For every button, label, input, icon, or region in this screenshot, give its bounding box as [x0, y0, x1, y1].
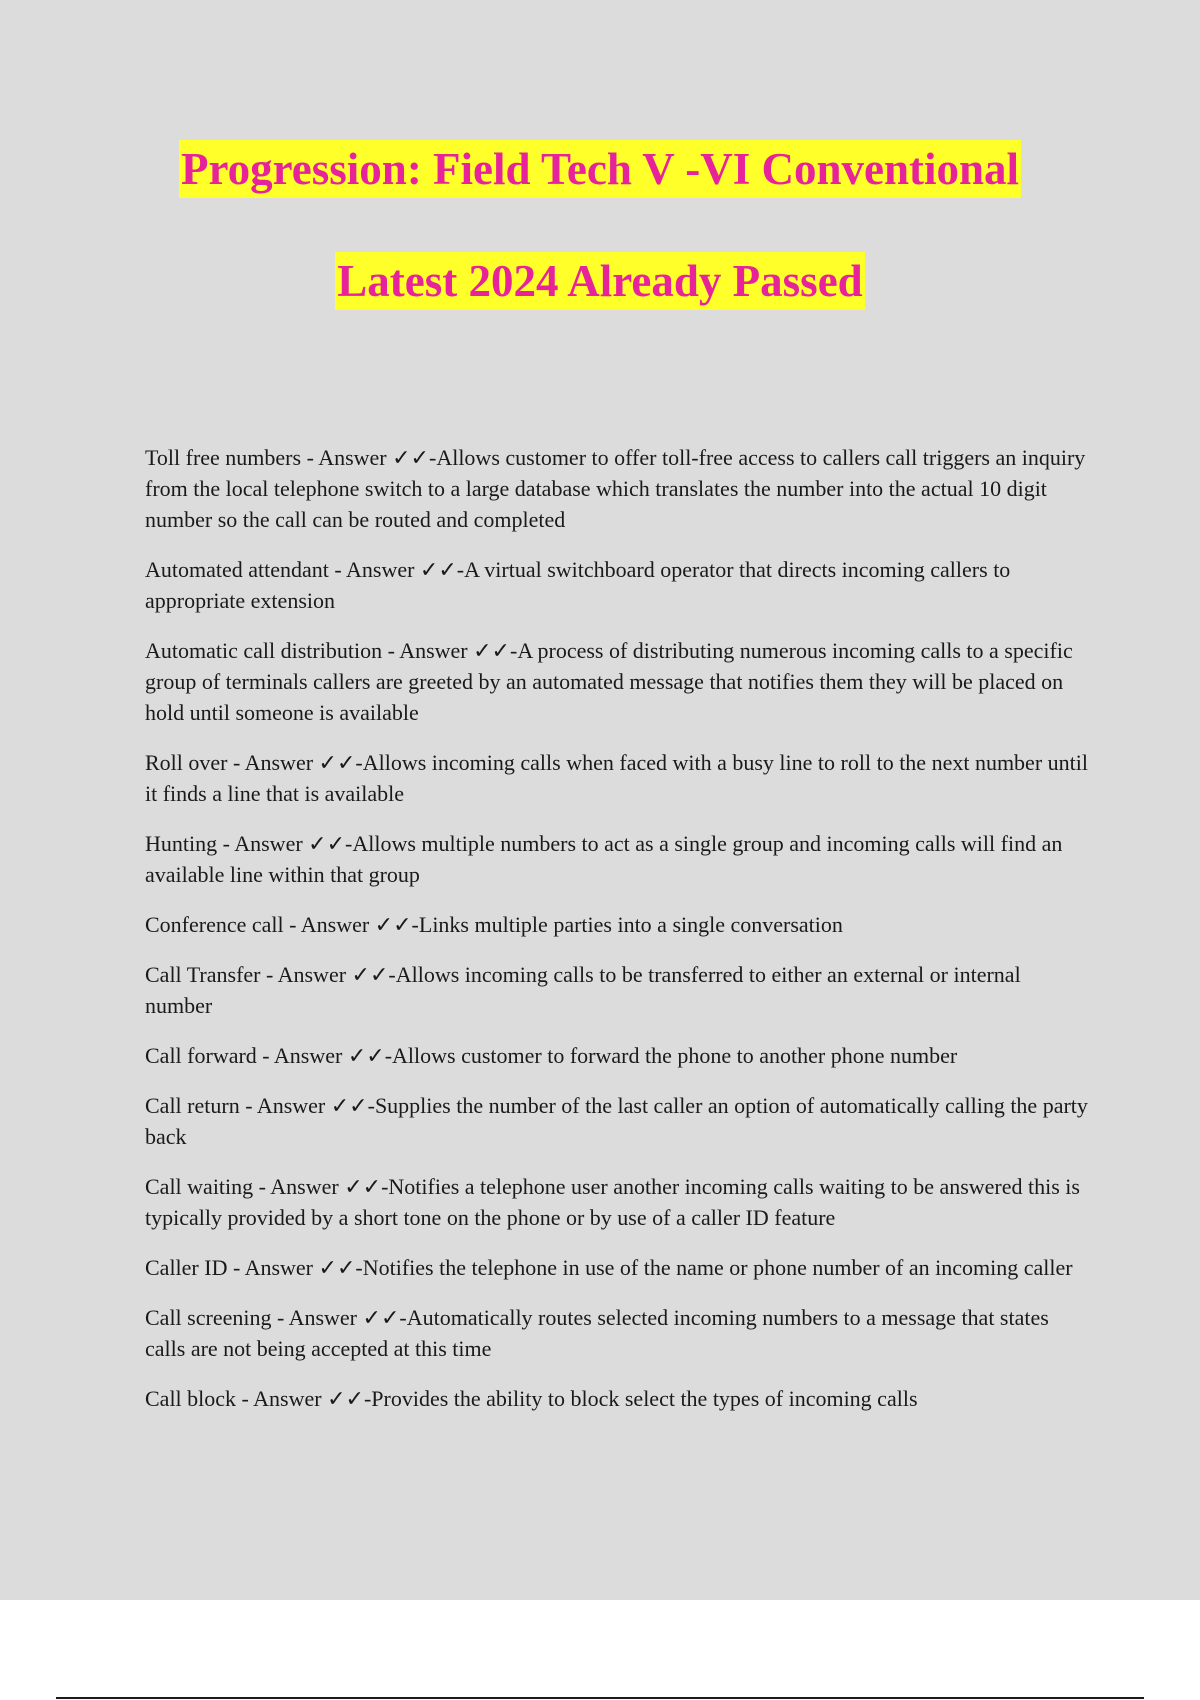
entry-definition: Notifies the telephone in use of the name or phone number of an incoming caller [362, 1255, 1073, 1280]
qa-entry [145, 909, 1090, 940]
entry-definition: Allows incoming calls to be transferred to either an external or internal number [145, 962, 1021, 1018]
entry-term: Call block [145, 1386, 237, 1411]
entry-term: Roll over [145, 750, 228, 775]
entry-separator: - Answer ✓✓- [382, 638, 518, 663]
qa-entry-list [145, 442, 1090, 1433]
entry-term: Caller ID [145, 1255, 228, 1280]
entry-term: Call screening [145, 1305, 272, 1330]
entry-definition: Allows customer to offer toll-free access to callers call triggers an inquiry from the local telephone switch to a large database which translates the number into the actual 10 digit number so the call can be routed and completed [145, 445, 1086, 532]
qa-entry [145, 1383, 1090, 1414]
qa-entry [145, 959, 1090, 1021]
entry-term: Hunting [145, 831, 218, 856]
entry-definition: Provides the ability to block select the types of incoming calls [371, 1386, 918, 1411]
entry-separator: - Answer ✓✓- [260, 962, 396, 987]
entry-separator: - Answer ✓✓- [236, 1386, 372, 1411]
entry-term: Conference call [145, 912, 284, 937]
entry-term: Call forward [145, 1043, 257, 1068]
entry-separator: - Answer ✓✓- [328, 557, 465, 582]
entry-separator: - Answer ✓✓- [227, 1255, 363, 1280]
qa-entry [145, 554, 1090, 616]
entry-definition: Allows multiple numbers to act as a single group and incoming calls will find an available line within that group [145, 831, 1063, 887]
qa-entry [145, 1302, 1090, 1364]
entry-separator: - Answer ✓✓- [283, 912, 419, 937]
footer-divider [56, 1697, 1144, 1699]
qa-entry [145, 442, 1090, 535]
entry-separator: - Answer ✓✓- [256, 1043, 393, 1068]
qa-entry [145, 1090, 1090, 1152]
entry-separator: - Answer ✓✓- [301, 445, 437, 470]
entry-separator: - Answer ✓✓- [239, 1093, 375, 1118]
entry-separator: - Answer ✓✓- [217, 831, 353, 856]
qa-entry [145, 828, 1090, 890]
entry-term: Call return [145, 1093, 240, 1118]
entry-definition: Supplies the number of the last caller an option of automatically calling the party back [145, 1093, 1088, 1149]
entry-separator: - Answer ✓✓- [271, 1305, 407, 1330]
qa-entry [145, 1040, 1090, 1071]
entry-definition: Notifies a telephone user another incoming calls waiting to be answered this is typically provided by a short tone on the phone or by use of a caller ID feature [145, 1174, 1080, 1230]
qa-entry [145, 635, 1090, 728]
entry-separator: - Answer ✓✓- [227, 750, 363, 775]
entry-term: Automatic call distribution [145, 638, 383, 663]
entry-term: Automated attendant [145, 557, 329, 582]
entry-definition: A virtual switchboard operator that directs incoming callers to appropriate extension [145, 557, 1011, 613]
qa-entry [145, 1171, 1090, 1233]
entry-definition: Links multiple parties into a single conversation [418, 912, 843, 937]
document-title [0, 140, 1200, 310]
qa-entry [145, 747, 1090, 809]
entry-term: Toll free numbers [145, 445, 302, 470]
entry-separator: - Answer ✓✓- [253, 1174, 389, 1199]
entry-term: Call Transfer [145, 962, 261, 987]
entry-term: Call waiting [145, 1174, 254, 1199]
qa-entry [145, 1252, 1090, 1283]
title-line-2: Latest 2024 Already Passed [335, 252, 864, 310]
entry-definition: Allows incoming calls when faced with a busy line to roll to the next number until it finds a line that is available [145, 750, 1088, 806]
entry-definition: Allows customer to forward the phone to another phone number [392, 1043, 958, 1068]
entry-definition: Automatically routes selected incoming numbers to a message that states calls are not being accepted at this time [145, 1305, 1049, 1361]
entry-definition: A process of distributing numerous incoming calls to a specific group of terminals callers are greeted by an automated message that notifies them they will be placed on hold until someone is available [145, 638, 1073, 725]
title-line-1: Progression: Field Tech V -VI Conventional [179, 140, 1021, 198]
